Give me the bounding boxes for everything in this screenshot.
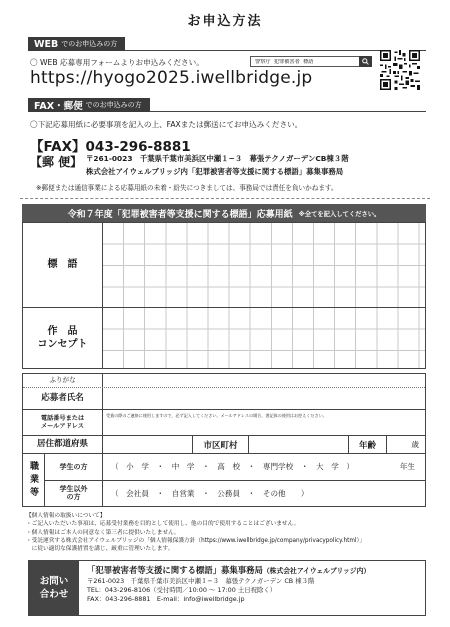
concept-grid-input[interactable] xyxy=(103,308,425,368)
name-input[interactable] xyxy=(103,388,425,409)
furigana-input[interactable] xyxy=(103,374,425,387)
contact-tel: TEL：043-296-8106（受付時間／10:00 〜 17:00 土日祝除く） xyxy=(87,586,277,595)
occupation-label: 職業等 xyxy=(23,454,45,506)
slogan-row xyxy=(22,222,426,308)
furigana-label: ふりがな xyxy=(23,374,103,387)
contact-tag: お問い 合わせ xyxy=(29,561,79,615)
web-instruction: 〇 WEB 応募専用フォームよりお申込みください。 xyxy=(30,58,204,67)
student-options[interactable]: （ 小 学 ・ 中 学 ・ 高 校 ・ 専門学校 ・ 大 学 ） 年生 xyxy=(111,462,415,472)
age-label: 年齢 xyxy=(349,436,387,453)
contact-org-sub: （株式会社アイウェルブリッジ内） xyxy=(262,567,371,575)
slogan-label: 標 語 xyxy=(23,223,103,307)
contact-info-label: 電話番号または メールアドレス xyxy=(23,410,103,435)
slogan-grid-input[interactable] xyxy=(103,223,425,307)
concept-label: 作 品 コンセプト xyxy=(23,308,103,368)
city-input[interactable] xyxy=(249,436,349,453)
student-label: 学生の方 xyxy=(45,454,103,480)
pref-label: 居住都道府県 xyxy=(23,436,103,453)
contact-details xyxy=(79,561,425,615)
post-address-line2: 株式会社アイウェルブリッジ内「犯罪被害者等支援に関する標語」募集事務局 xyxy=(86,167,344,176)
furigana-row xyxy=(23,374,425,388)
address-row xyxy=(23,436,425,454)
post-label: 【郵 便】 xyxy=(30,155,83,169)
contact-info-row xyxy=(23,410,425,436)
name-label: 応募者氏名 xyxy=(23,388,103,409)
contact-hint: 受賞の際のご連絡に使用しますので、必ず記入してください。メールアドレスの場合、書記体の使用はお控えください。 xyxy=(106,413,327,418)
contact-fax-email: FAX：043-296-8881 E-mail：info@iwellbridge.jp xyxy=(87,595,245,604)
fax-section-header xyxy=(28,98,426,112)
search-box[interactable] xyxy=(250,56,372,67)
occupation-row xyxy=(23,454,425,506)
privacy-notes: 【個人情報の取扱いについて】 ・ご記入いただいた事項は、応募受付業務を目的として使用し、他の目的で使用することはございません。 ・個人情報はご本人の同意なく第三者に提供いたしません。 ・受託運営する株式会社アイウェルブリッジの「個人情報保護方針（https://www.iwellbridge.jp/company/privacypolicy.html）」 に従い適切な保護措置を講じ、厳重に管理いたします。 xyxy=(26,513,366,553)
contact-org: 「犯罪被害者等支援に関する標語」募集事務局 xyxy=(87,565,263,575)
student-year-unit: 年生 xyxy=(399,462,415,472)
web-url-link[interactable]: https://hyogo2025.iwellbridge.jp xyxy=(30,68,313,88)
form-heading: 令和７年度「犯罪被害者等支援に関する標語」応募用紙 ※全てを記入してください。 xyxy=(22,204,426,222)
fax-instruction: 〇下記応募用紙に必要事項を記入の上、FAXまたは郵送にてお申込みください。 xyxy=(30,120,303,129)
cut-line xyxy=(20,198,430,199)
contact-info-input[interactable] xyxy=(103,410,425,435)
fax-mail-tag: FAX・郵便 でのお申込みの方 xyxy=(28,98,150,112)
web-tag: WEB でのお申込みの方 xyxy=(28,37,125,51)
age-input[interactable] xyxy=(387,436,425,453)
contact-address: 〒261-0023 千葉県千葉市美浜区中瀬１−３ 幕張テクノガーデン CB 棟３階 xyxy=(87,576,315,585)
post-note: ※郵便または通信事業による応募用紙の未着・紛失につきましては、事務局では責任を負いかねます。 xyxy=(36,184,338,192)
non-student-label: 学生以外 の方 xyxy=(45,481,103,507)
web-section-header xyxy=(28,37,426,51)
search-input[interactable] xyxy=(251,59,359,65)
search-button[interactable] xyxy=(359,56,372,67)
page-title: お申込方法 xyxy=(187,14,263,29)
applicant-info-table xyxy=(22,373,426,507)
search-icon xyxy=(362,58,369,65)
contact-box xyxy=(28,560,426,616)
post-address-line1: 〒261-0023 千葉県千葉市美浜区中瀬１−３ 幕張テクノガーデンCB棟３階 xyxy=(86,154,349,163)
qr-code-icon[interactable] xyxy=(380,50,420,90)
non-student-options[interactable]: （ 会社員 ・ 自営業 ・ 公務員 ・ その他 ） xyxy=(111,488,309,498)
pref-input[interactable] xyxy=(103,436,193,453)
fax-number: 【FAX】043-296-8881 xyxy=(30,139,191,155)
age-unit: 歳 xyxy=(411,440,419,449)
concept-row xyxy=(22,307,426,369)
city-label: 市区町村 xyxy=(193,436,249,453)
name-row xyxy=(23,388,425,410)
